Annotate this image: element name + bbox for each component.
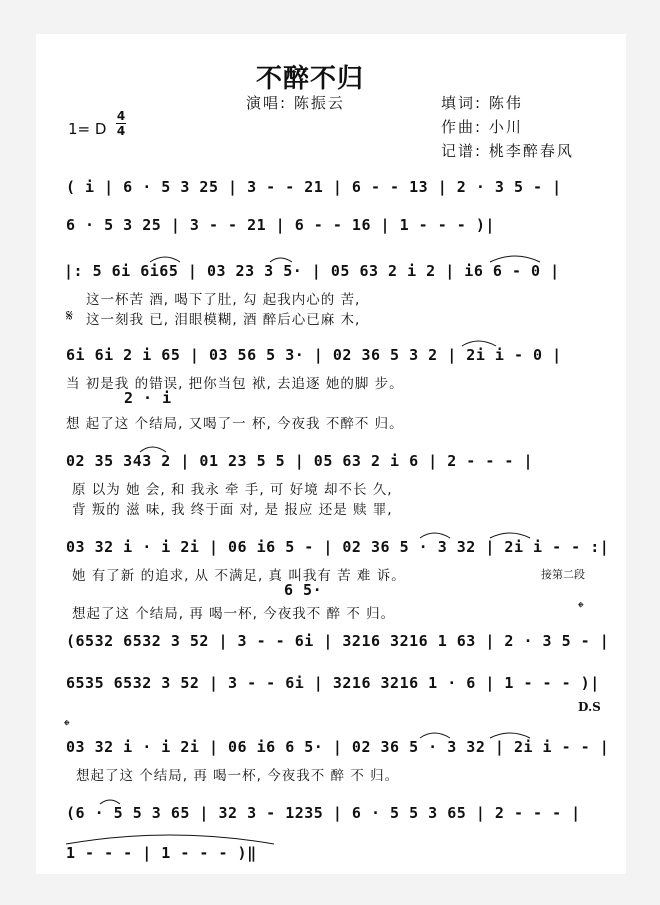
slur-mark [420, 533, 450, 538]
slur-mark [270, 258, 292, 262]
verse-1-lyric-a: 这一杯苦 酒, 喝下了肚, 勾 起我内心的 苦, [86, 292, 361, 308]
chorus-2-lyric-a: 她 有了新 的追求, 从 不满足, 真 叫我有 苦 难 诉。 [72, 568, 406, 584]
chorus-2-lyric-b: 想起了这 个结局, 再 喝一杯, 今夜我不 醉 不 归。 [72, 606, 396, 622]
intro-line-2: 6 · 5 3 25 | 3 - - 21 | 6 - - 16 | 1 - - - )| [66, 216, 495, 234]
transcriber-credit: 记谱: 桃李醉春风 [441, 142, 574, 160]
coda-lyric: 想起了这 个结局, 再 喝一杯, 今夜我不 醉 不 归。 [76, 768, 400, 784]
slur-mark [490, 256, 540, 262]
verse-2-lyric-a: 当 初是我 的错误, 把你当包 袱, 去追逐 她的脚 步。 [66, 376, 404, 392]
slur-mark [140, 447, 166, 452]
ds-marker: D.S [578, 700, 601, 714]
jump-instruction: 接第二段 [541, 568, 585, 581]
slur-mark [490, 533, 530, 538]
outro-line-1: (6 · 5 5 3 65 | 32 3 - 1235 | 6 · 5 5 3 65 | 2 - - - | [66, 804, 581, 822]
lyricist-credit: 填词: 陈伟 [441, 94, 523, 112]
chorus-2-variant-notes: 6 5· [284, 581, 323, 599]
verse-1-notes: |: 5 6i 6i65 | 03 23 3 5· | 05 63 2 i 2 | i6 6 - 0 | [64, 262, 560, 280]
verse-2-lyric-b: 想 起了这 个结局, 又喝了一 杯, 今夜我 不醉不 归。 [66, 416, 404, 432]
slur-mark [490, 733, 530, 738]
verse-1-lyric-b: 这一刻我 已, 泪眼模糊, 酒 醉后心已麻 木, [86, 312, 361, 328]
intro-line-1: ( i | 6 · 5 3 25 | 3 - - 21 | 6 - - 13 | 2 · 3 5 - | [66, 178, 562, 196]
time-top: 4 [116, 109, 126, 123]
singer-credit: 演唱: 陈振云 [246, 94, 345, 112]
verse-2-notes: 6i 6i 2 i 65 | 03 56 5 3· | 02 36 5 3 2 | 2i i - 0 | [66, 346, 562, 364]
segno-icon: 𝄋 [66, 306, 73, 325]
coda-notes: 03 32 i · i 2i | 06 i6 6 5· | 02 36 5 · 3 32 | 2i i - - | [66, 738, 610, 756]
interlude-line-2: 6535 6532 3 52 | 3 - - 6i | 3216 3216 1 · 6 | 1 - - - )| [66, 674, 600, 692]
outro-line-2: 1 - - - | 1 - - - )‖ [66, 844, 257, 862]
slur-mark [150, 257, 180, 262]
slur-mark [462, 341, 496, 346]
slur-mark [420, 733, 450, 738]
interlude-line-1: (6532 6532 3 52 | 3 - - 6i | 3216 3216 1 63 | 2 · 3 5 - | [66, 632, 610, 650]
slur-mark [100, 800, 120, 804]
time-bottom: 4 [116, 124, 126, 138]
chorus-1-lyric-a: 原 以为 她 会, 和 我永 牵 手, 可 好境 却不长 久, [72, 482, 393, 498]
composer-credit: 作曲: 小川 [441, 118, 523, 136]
chorus-1-notes: 02 35 343 2 | 01 23 5 5 | 05 63 2 i 6 | 2 - - - | [66, 452, 534, 470]
coda-start-icon: 𝄌 [64, 716, 70, 735]
coda-icon: 𝄌 [578, 598, 584, 617]
slur-mark [66, 835, 274, 844]
song-title: 不醉不归 [256, 64, 365, 94]
chorus-2-notes: 03 32 i · i 2i | 06 i6 5 - | 02 36 5 · 3 32 | 2i i - - :| [66, 538, 610, 556]
verse-2-variant-notes: 2 · i [124, 389, 172, 407]
chorus-1-lyric-b: 背 叛的 滋 味, 我 终于面 对, 是 报应 还是 赎 罪, [72, 502, 393, 518]
key-signature: 1= D [68, 120, 107, 138]
